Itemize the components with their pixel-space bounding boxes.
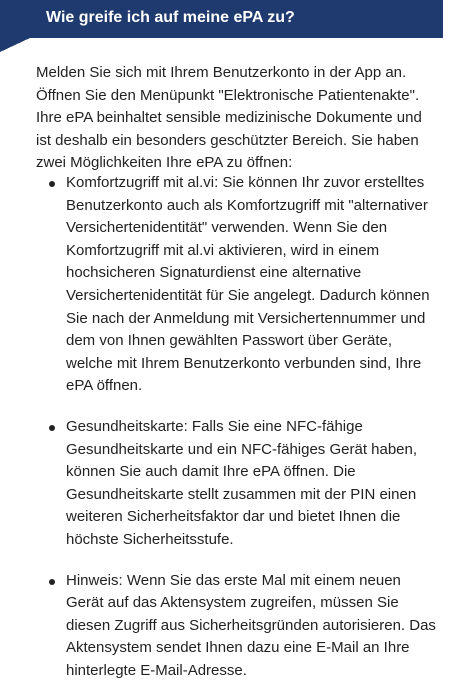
list-item-hinweis [36, 570, 440, 683]
intro-paragraph: Melden Sie sich mit Ihrem Benutzerkonto in der App an. Öffnen Sie den Menüpunkt "Elektronische Patientenakte". Ihre ePA beinhaltet sensible medizinische Dokumente und ist deshalb ein besonders geschützter Bereich. Sie haben zwei Möglichkeiten Ihre ePA zu öffnen: [36, 64, 422, 172]
list-item-gesundheitskarte [36, 416, 440, 552]
banner-ribbon-fold [0, 38, 30, 52]
bullet-icon [49, 579, 55, 585]
section-title: Wie greife ich auf meine ePA zu? [46, 9, 295, 26]
section-header-banner [0, 0, 443, 38]
bullet-icon [49, 181, 55, 187]
list-item-text: Hinweis: Wenn Sie das erste Mal mit einem neuen Gerät auf das Aktensystem zugreifen, müssen Sie diesen Zugriff aus Sicherheitsgründen autorisieren. Das Aktensystem sendet Ihnen dazu eine E-Mail an Ihre hinterlegte E-Mail-Adresse. [66, 571, 436, 679]
list-item-komfortzugriff [36, 172, 440, 398]
bullet-icon [49, 425, 55, 431]
list-item-text: Gesundheitskarte: Falls Sie eine NFC-fähige Gesundheitskarte und ein NFC-fähiges Gerät haben, können Sie auch damit Ihre ePA öffnen. Die Gesundheitskarte stellt zusammen mit der PIN einen weiteren Sicherheitsfaktor dar und bietet Ihnen die höchste Sicherheitsstufe. [66, 417, 418, 548]
list-item-text: Komfortzugriff mit al.vi: Sie können Ihr zuvor erstelltes Benutzerkonto auch als Komfortzugriff mit "alternativer Versichertenidentität" verwenden. Wenn Sie den Komfortzugriff mit al.vi aktivieren, wird in einem hochsicheren Signaturdienst eine alternative Versichertenidentität für Sie angelegt. Dadurch können Sie nach der Anmeldung mit Versichertennummer und dem von Ihnen gewählten Passwort über Geräte, welche mit Ihrem Benutzerkonto verbunden sind, Ihre ePA öffnen. [66, 174, 430, 395]
access-options-list [36, 172, 440, 700]
